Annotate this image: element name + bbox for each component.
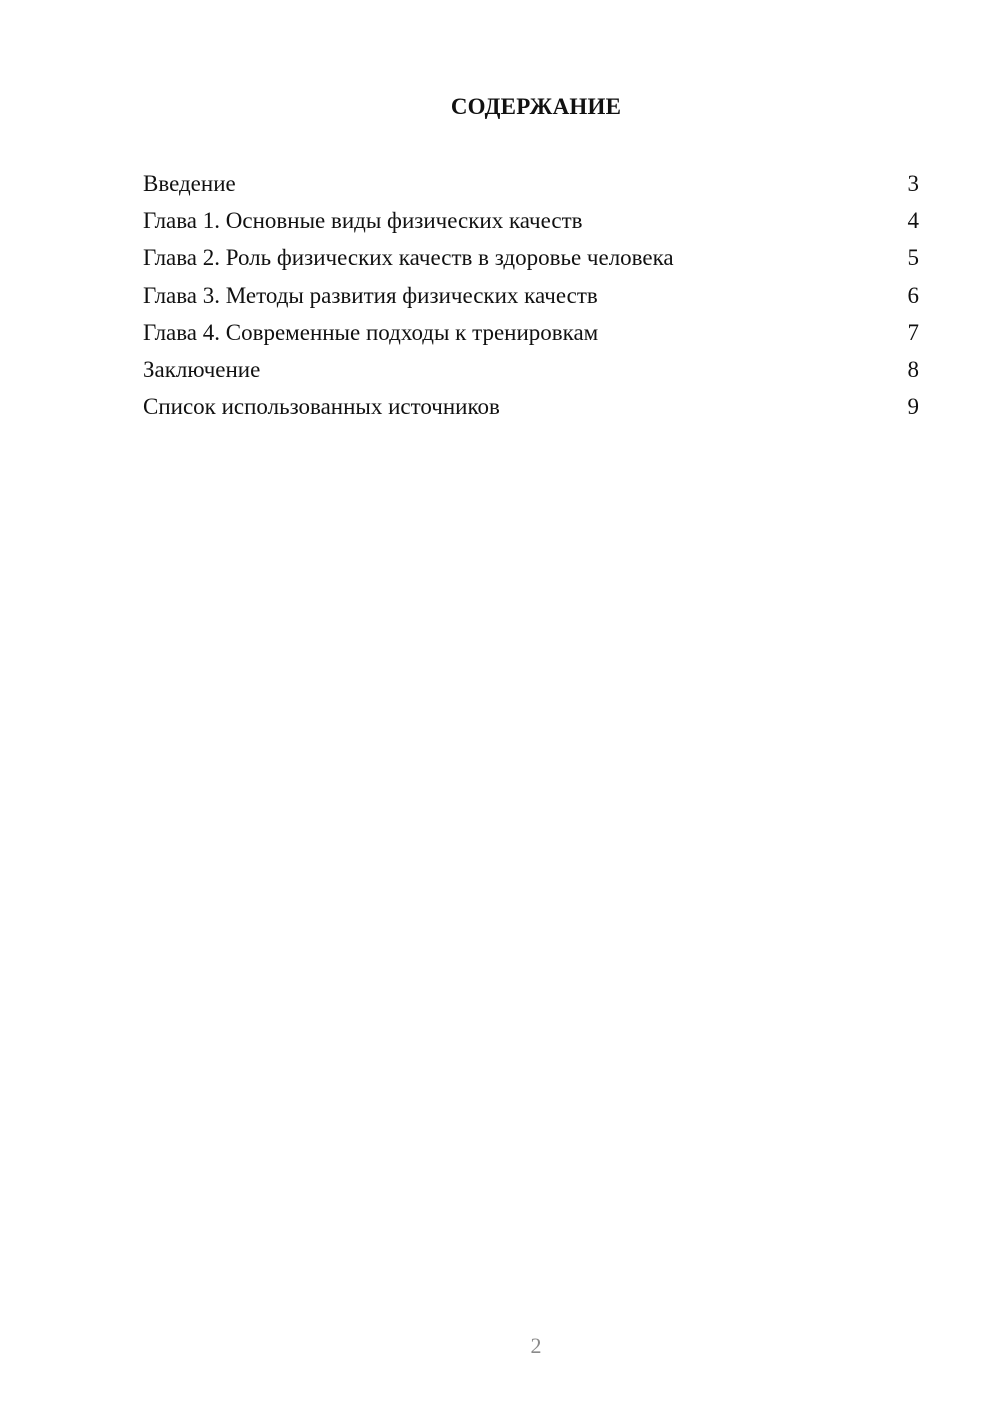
- toc-entry-label: Глава 3. Методы развития физических качеств: [143, 282, 598, 308]
- toc-entry-chapter-2: [143, 243, 919, 280]
- toc-entry-page: 7: [907, 319, 919, 345]
- toc-entry-page: 8: [907, 356, 919, 382]
- toc-title: СОДЕРЖАНИЕ: [450, 94, 622, 119]
- toc-entry-chapter-3: [143, 281, 919, 318]
- toc-entry-label: Глава 1. Основные виды физических качеств: [143, 208, 583, 234]
- toc-entry-page: 5: [907, 245, 919, 271]
- toc-entry-label: Глава 2. Роль физических качеств в здоровье человека: [143, 245, 674, 271]
- toc-entry-label: Введение: [143, 171, 236, 196]
- toc-entry-references: [143, 392, 919, 429]
- toc-entry-chapter-1: [143, 206, 919, 243]
- page-number: 2: [530, 1333, 542, 1358]
- toc-entry-label: Глава 4. Современные подходы к тренировкам: [143, 319, 599, 345]
- toc-entry-page: 3: [907, 171, 919, 196]
- toc-entry-page: 6: [907, 282, 919, 308]
- toc-entry-conclusion: [143, 355, 919, 392]
- toc-entry-label: Заключение: [143, 356, 261, 382]
- toc-entry-page: 4: [907, 208, 919, 234]
- toc-entry-page: 9: [907, 394, 919, 420]
- toc-entry-label: Список использованных источников: [143, 394, 500, 420]
- toc-entry-chapter-4: [143, 318, 919, 355]
- table-of-contents: [143, 169, 919, 429]
- toc-entry-introduction: [143, 169, 919, 206]
